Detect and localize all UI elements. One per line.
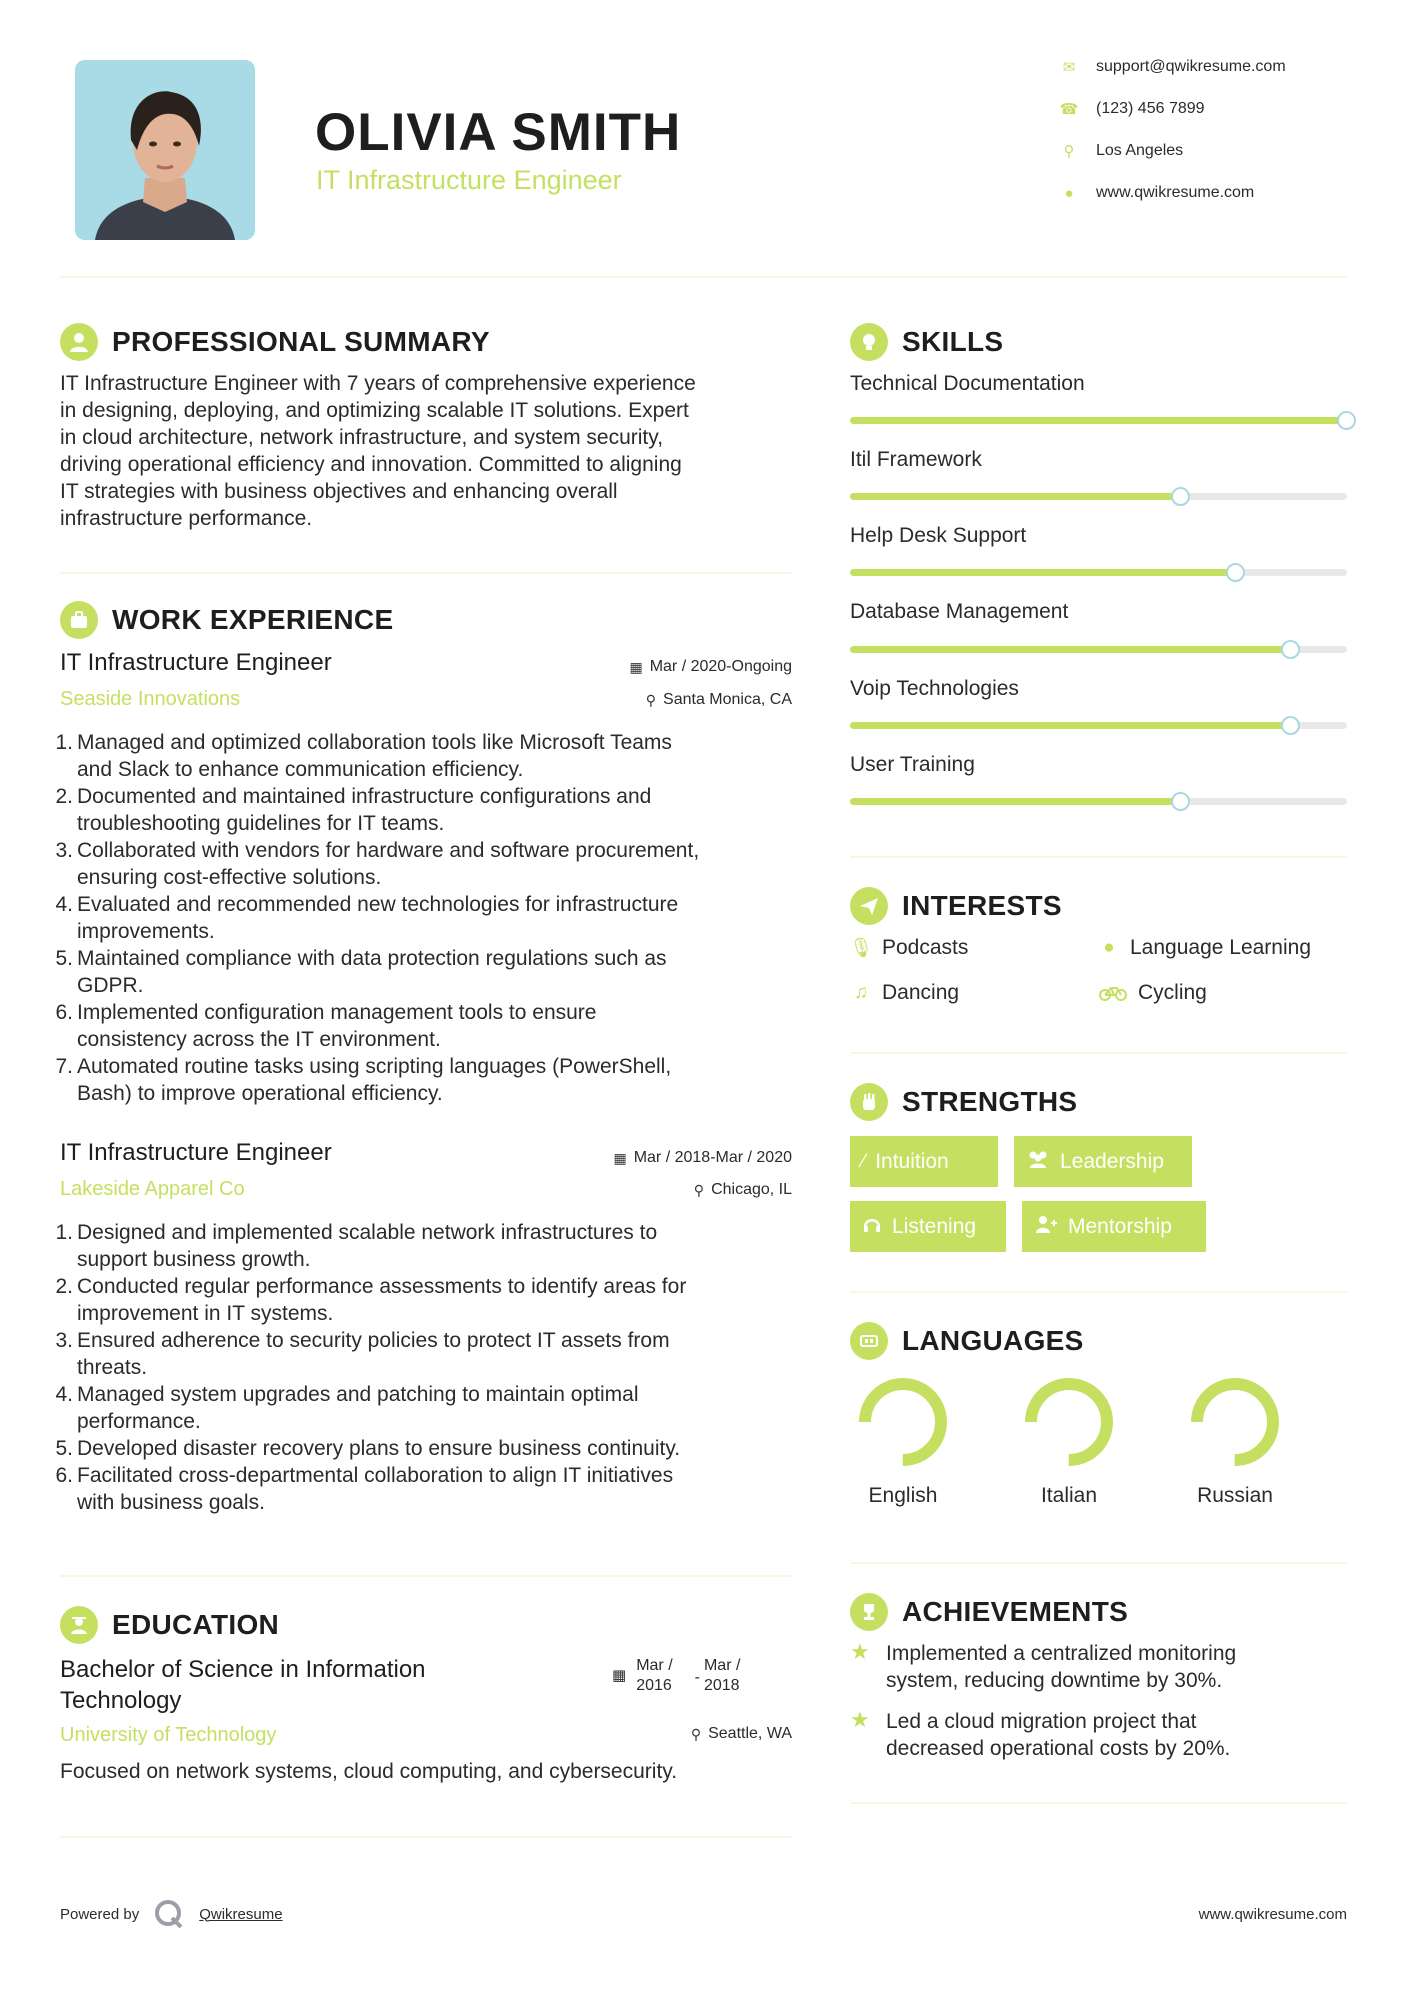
- skill-fill: [850, 569, 1236, 576]
- section-divider: [60, 572, 792, 574]
- list-item: 6. Facilitated cross-departmental collaboration to align IT initiatives with business goals.: [55, 1464, 674, 1514]
- education-description: Focused on network systems, cloud computing, and cybersecurity.: [60, 1760, 678, 1783]
- group-icon: [1026, 1149, 1050, 1175]
- contact-website[interactable]: ● www.qwikresume.com: [1052, 184, 1382, 202]
- list-item: 5. Maintained compliance with data protection regulations such as GDPR.: [55, 947, 667, 997]
- work-heading: WORK EXPERIENCE: [60, 601, 393, 639]
- section-divider: [850, 1802, 1347, 1804]
- user-plus-icon: [1034, 1214, 1058, 1240]
- headphones-icon: [862, 1214, 882, 1240]
- user-icon: [60, 323, 98, 361]
- job-title: IT Infrastructure Engineer: [60, 649, 332, 676]
- strength-tag: Leadership: [1014, 1136, 1192, 1187]
- languages-heading: LANGUAGES: [850, 1322, 1084, 1360]
- briefcase-icon: [60, 601, 98, 639]
- portrait-image: [75, 60, 255, 240]
- envelope-icon: ✉: [1062, 59, 1076, 76]
- strength-tag: ⁄ Intuition: [850, 1136, 998, 1187]
- school-name: University of Technology: [60, 1724, 277, 1746]
- skill-level-bar: [850, 569, 1347, 576]
- achievement-item: ★ Implemented a centralized monitoring system, reducing downtime by 30%.: [850, 1639, 1237, 1692]
- job-location: ⚲ Chicago, IL: [693, 1181, 792, 1198]
- interest-item: ● Language Learning: [1096, 936, 1311, 960]
- job-location: ⚲ Santa Monica, CA: [645, 691, 792, 708]
- summary-heading: PROFESSIONAL SUMMARY: [60, 323, 490, 361]
- list-item: 4. Managed system upgrades and patching to maintain optimal performance.: [55, 1383, 639, 1433]
- job-duties-list: [55, 729, 800, 1107]
- list-item: 3. Ensured adherence to security policies to protect IT assets from threats.: [55, 1329, 670, 1379]
- job-title: IT Infrastructure Engineer: [60, 1139, 332, 1166]
- globe-icon: ●: [1103, 937, 1115, 958]
- skill-name: Technical Documentation: [850, 372, 1085, 395]
- pushpin-icon: ⚲: [645, 691, 657, 708]
- qwikresume-logo-icon: [153, 1898, 185, 1930]
- header-divider: [60, 276, 1347, 278]
- section-divider: [850, 856, 1347, 858]
- list-item: 2. Documented and maintained infrastructure configurations and troubleshooting guidelines for IT teams.: [55, 785, 652, 835]
- qwikresume-link[interactable]: Qwikresume: [199, 1905, 283, 1923]
- skill-name: Itil Framework: [850, 448, 982, 471]
- language-ring: [855, 1374, 951, 1470]
- skill-name: User Training: [850, 753, 975, 776]
- job-date: ▦ Mar / 2018-Mar / 2020: [613, 1149, 792, 1166]
- achievements-heading: ACHIEVEMENTS: [850, 1593, 1128, 1631]
- list-item: 2. Conducted regular performance assessments to identify areas for improvement in IT systems.: [55, 1275, 687, 1325]
- music-note-icon: ♫: [853, 982, 869, 1003]
- job-date: ▦ Mar / 2020-Ongoing: [629, 658, 792, 675]
- interest-item: Cycling: [1096, 981, 1207, 1005]
- star-icon: ★: [850, 1707, 870, 1732]
- skill-fill: [850, 798, 1181, 805]
- skill-knob: [1337, 411, 1356, 430]
- globe-icon: ●: [1064, 184, 1074, 202]
- language-item: Russian: [1170, 1374, 1300, 1508]
- achievement-item: ★ Led a cloud migration project that decreased operational costs by 20%.: [850, 1707, 1231, 1760]
- skill-knob: [1171, 792, 1190, 811]
- bicycle-icon: [1096, 984, 1130, 1002]
- skill-fill: [850, 493, 1181, 500]
- profile-photo: [75, 60, 255, 240]
- list-item: 6. Implemented configuration management tools to ensure consistency across the IT environment.: [55, 1001, 597, 1051]
- skill-fill: [850, 722, 1291, 729]
- skill-level-bar: [850, 798, 1347, 805]
- job-duties-list: [55, 1219, 800, 1516]
- contact-email[interactable]: ✉ support@qwikresume.com: [1052, 58, 1382, 76]
- skill-name: Voip Technologies: [850, 677, 1019, 700]
- language-ring: [1021, 1374, 1117, 1470]
- skill-level-bar: [850, 417, 1347, 424]
- candidate-name: OLIVIA SMITH: [315, 103, 682, 162]
- map-pin-icon: ⚲: [1063, 143, 1075, 160]
- skill-knob: [1226, 563, 1245, 582]
- skills-heading: SKILLS: [850, 323, 1003, 361]
- list-item: 4. Evaluated and recommended new technologies for infrastructure improvements.: [55, 893, 679, 943]
- degree-title: Bachelor of Science in Information Technology: [60, 1656, 426, 1714]
- calendar-icon: ▦: [629, 658, 643, 675]
- language-item: English: [838, 1374, 968, 1508]
- list-item: 3. Collaborated with vendors for hardware and software procurement, ensuring cost-effective solutions.: [55, 839, 700, 889]
- hand-icon: [850, 1083, 888, 1121]
- skill-knob: [1281, 716, 1300, 735]
- list-item: 5. Developed disaster recovery plans to ensure business continuity.: [55, 1437, 681, 1460]
- skill-name: Help Desk Support: [850, 524, 1027, 547]
- footer-website-link[interactable]: www.qwikresume.com: [1198, 1906, 1347, 1923]
- skill-level-bar: [850, 493, 1347, 500]
- footer-powered-by: Powered by Qwikresume: [60, 1898, 283, 1930]
- list-item: 1. Managed and optimized collaboration tools like Microsoft Teams and Slack to enhance communication efficiency.: [55, 731, 672, 781]
- contact-location: ⚲ Los Angeles: [1052, 142, 1382, 160]
- section-divider: [60, 1575, 792, 1577]
- section-divider: [850, 1291, 1347, 1293]
- paper-plane-icon: [850, 887, 888, 925]
- education-location: ⚲ Seattle, WA: [690, 1725, 792, 1742]
- summary-text: IT Infrastructure Engineer with 7 years of comprehensive experience in designing, deploying, and optimizing scalable IT solutions. Expert in cloud architecture, network infrastructure, and system security, driving operational efficiency and innovation. Committed to aligning IT strategies with business objectives and enhancing overall infrastructure performance.: [60, 372, 696, 530]
- skill-fill: [850, 417, 1347, 424]
- section-divider: [850, 1052, 1347, 1054]
- candidate-title: IT Infrastructure Engineer: [316, 165, 622, 195]
- interest-item: 🎙︎ Podcasts: [848, 936, 969, 959]
- phone-icon: ☎: [1059, 101, 1079, 118]
- microphone-icon: 🎙︎: [848, 938, 874, 959]
- star-icon: ★: [850, 1639, 870, 1664]
- skill-level-bar: [850, 646, 1347, 653]
- strengths-heading: STRENGTHS: [850, 1083, 1077, 1121]
- pushpin-icon: ⚲: [693, 1181, 705, 1198]
- magic-wand-icon: ⁄: [862, 1150, 866, 1172]
- lightbulb-icon: [850, 323, 888, 361]
- section-divider: [60, 1836, 792, 1838]
- language-ring: [1187, 1374, 1283, 1470]
- job-company: Lakeside Apparel Co: [60, 1178, 245, 1200]
- skill-name: Database Management: [850, 600, 1069, 623]
- skill-fill: [850, 646, 1291, 653]
- strength-tag: Listening: [850, 1201, 1006, 1252]
- skill-knob: [1281, 640, 1300, 659]
- calendar-icon: ▦: [613, 1149, 627, 1166]
- education-heading: EDUCATION: [60, 1606, 279, 1644]
- job-company: Seaside Innovations: [60, 688, 241, 710]
- list-item: 7. Automated routine tasks using scripting languages (PowerShell, Bash) to improve operational efficiency.: [55, 1055, 672, 1105]
- language-item: Italian: [1004, 1374, 1134, 1508]
- list-item: 1. Designed and implemented scalable network infrastructures to support business growth.: [55, 1221, 658, 1271]
- graduation-icon: [60, 1606, 98, 1644]
- education-date: ▦ Mar / 2016 - Mar / 2018: [612, 1657, 741, 1694]
- skill-level-bar: [850, 722, 1347, 729]
- interests-heading: INTERESTS: [850, 887, 1062, 925]
- skill-knob: [1171, 487, 1190, 506]
- interest-item: ♫ Dancing: [848, 981, 959, 1005]
- pushpin-icon: ⚲: [690, 1725, 702, 1742]
- section-divider: [850, 1562, 1347, 1564]
- contact-phone[interactable]: ☎ (123) 456 7899: [1052, 100, 1382, 118]
- trophy-icon: [850, 1593, 888, 1631]
- calendar-icon: ▦: [612, 1667, 627, 1684]
- translate-icon: [850, 1322, 888, 1360]
- strength-tag: Mentorship: [1022, 1201, 1206, 1252]
